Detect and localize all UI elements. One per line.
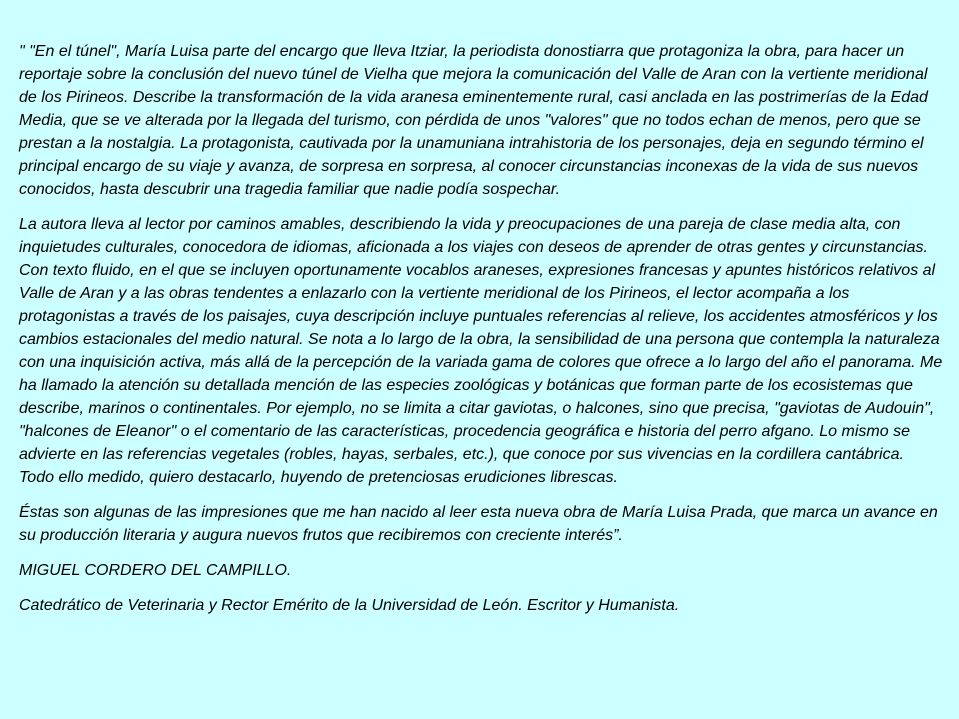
author-title: Catedrático de Veterinaria y Rector Emérito de la Universidad de León. Escritor y Humanista.	[19, 597, 680, 614]
document-body	[19, 40, 943, 629]
paragraph-conclusion: Éstas son algunas de las impresiones que me han nacido al leer esta nueva obra de María Luisa Prada, que marca un avance en su producción literaria y augura nuevos frutos que recibiremos con creciente interés”.	[19, 504, 938, 544]
author-name: MIGUEL CORDERO DEL CAMPILLO.	[19, 562, 292, 579]
paragraph-review: La autora lleva al lector por caminos amables, describiendo la vida y preocupaciones de una pareja de clase media alta, con inquietudes culturales, conocedora de idiomas, aficionada a los viajes con deseos de aprender de otras gentes y circunstancias. Con texto fluido, en el que se incluyen oportunamente vocablos araneses, expresiones francesas y apuntes históricos relativos al Valle de Aran y a las obras tendentes a enlazarlo con la vertiente meridional de los Pirineos, el lector acompaña a los protagonistas a través de los paisajes, cuya descripción incluye puntuales referencias al relieve, los accidentes atmosféricos y los cambios estacionales del medio natural. Se nota a lo largo de la obra, la sensibilidad de una persona que contempla la naturaleza con una inquisición activa, más allá de la percepción de la variada gama de colores que ofrece a lo largo del año el panorama. Me ha llamado la atención su detallada mención de las especies zoológicas y botánicas que forman parte de los ecosistemas que describe, marinos o continentales. Por ejemplo, no se limita a citar gaviotas, o halcones, sino que precisa, "gaviotas de Audouin", "halcones de Eleanor" o el comentario de las características, procedencia geográfica e historia del perro afgano. Lo mismo se advierte en las referencias vegetales (robles, hayas, serbales, etc.), que conoce por sus vivencias en la cordillera cantábrica. Todo ello medido, quiero destacarlo, huyendo de pretenciosas erudiciones librescas.	[19, 216, 943, 486]
paragraph-intro: " "En el túnel", María Luisa parte del encargo que lleva Itziar, la periodista donostiarra que protagoniza la obra, para hacer un reportaje sobre la conclusión del nuevo túnel de Vielha que mejora la comunicación del Valle de Aran con la vertiente meridional de los Pirineos. Describe la transformación de la vida aranesa eminentemente rural, casi anclada en las postrimerías de la Edad Media, que se ve alterada por la llegada del turismo, con pérdida de unos "valores" que no todos echan de menos, pero que se prestan a la nostalgia. La protagonista, cautivada por la unamuniana intrahistoria de los personajes, deja en segundo término el principal encargo de su viaje y avanza, de sorpresa en sorpresa, al conocer circunstancias inconexas de la vida de sus nuevos conocidos, hasta descubrir una tragedia familiar que nadie podía sospechar.	[19, 43, 928, 198]
